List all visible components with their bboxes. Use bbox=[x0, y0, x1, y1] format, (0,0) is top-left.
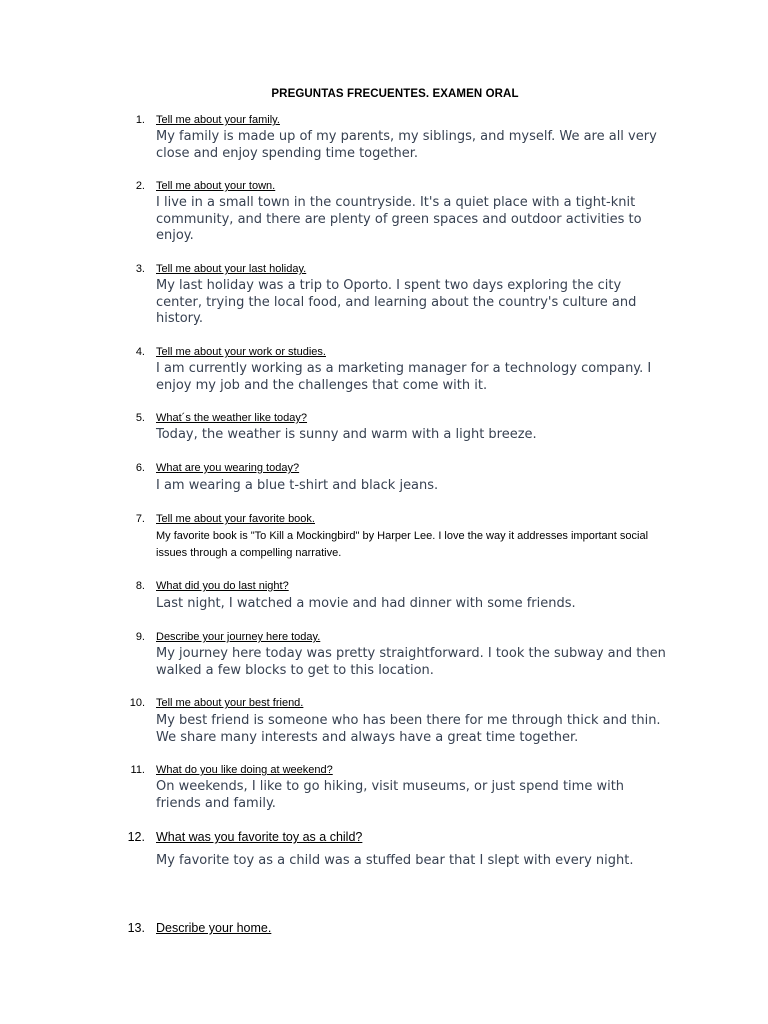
item-number: 7. bbox=[135, 513, 145, 525]
question-text: What do you like doing at weekend? bbox=[156, 764, 333, 776]
question-text: Tell me about your best friend. bbox=[156, 697, 304, 709]
question-text: Tell me about your last holiday. bbox=[156, 263, 307, 275]
question-text: Describe your home. bbox=[156, 921, 272, 935]
question-text: Tell me about your work or studies. bbox=[156, 346, 326, 358]
question-text: What´s the weather like today? bbox=[156, 412, 308, 424]
item-number: 12. bbox=[127, 830, 145, 844]
item-number: 11. bbox=[130, 764, 145, 776]
item-number: 9. bbox=[135, 631, 145, 643]
answer-text: I am wearing a blue t-shirt and black jeans. bbox=[156, 478, 439, 493]
item-number: 5. bbox=[135, 412, 145, 424]
question-text: What was you favorite toy as a child? bbox=[156, 830, 363, 844]
item-number: 13. bbox=[127, 921, 145, 935]
answer-text: My family is made up of my parents, my siblings, and myself. We are all very close and enjoy spending time together. bbox=[156, 129, 657, 161]
question-text: What did you do last night? bbox=[156, 580, 289, 592]
item-number: 6. bbox=[135, 462, 145, 474]
answer-text: I am currently working as a marketing manager for a technology company. I enjoy my job and the challenges that come with it. bbox=[156, 361, 652, 393]
item-number: 8. bbox=[135, 580, 145, 592]
page-title: PREGUNTAS FRECUENTES. EXAMEN ORAL bbox=[271, 88, 519, 100]
question-text: Tell me about your town. bbox=[156, 180, 276, 192]
answer-text: Last night, I watched a movie and had dinner with some friends. bbox=[156, 596, 576, 611]
question-text: What are you wearing today? bbox=[156, 462, 300, 474]
answer-text: My favorite book is "To Kill a Mockingbird" by Harper Lee. I love the way it addresses important social issues through a compelling narrative. bbox=[156, 530, 649, 559]
answer-text: On weekends, I like to go hiking, visit museums, or just spend time with friends and family. bbox=[156, 779, 625, 811]
answer-text: My best friend is someone who has been there for me through thick and thin. We share many interests and always have a great time together. bbox=[156, 713, 661, 745]
answer-text: My last holiday was a trip to Oporto. I spent two days exploring the city center, trying the local food, and learning about the country's culture and history. bbox=[156, 278, 637, 327]
question-text: Tell me about your favorite book. bbox=[156, 513, 315, 525]
answer-text: Today, the weather is sunny and warm with a light breeze. bbox=[156, 427, 537, 442]
item-number: 10. bbox=[129, 697, 145, 709]
answer-text: I live in a small town in the countryside. It's a quiet place with a tight-knit community, and there are plenty of green spaces and outdoor activities to enjoy. bbox=[156, 195, 642, 244]
item-number: 1. bbox=[135, 114, 145, 126]
question-text: Describe your journey here today. bbox=[156, 631, 321, 643]
item-number: 2. bbox=[135, 180, 145, 192]
question-text: Tell me about your family. bbox=[156, 114, 280, 126]
item-number: 4. bbox=[135, 346, 145, 358]
answer-text: My favorite toy as a child was a stuffed bear that I slept with every night. bbox=[156, 853, 634, 868]
item-number: 3. bbox=[135, 263, 145, 275]
answer-text: My journey here today was pretty straightforward. I took the subway and then walked a few blocks to get to this location. bbox=[156, 646, 666, 678]
